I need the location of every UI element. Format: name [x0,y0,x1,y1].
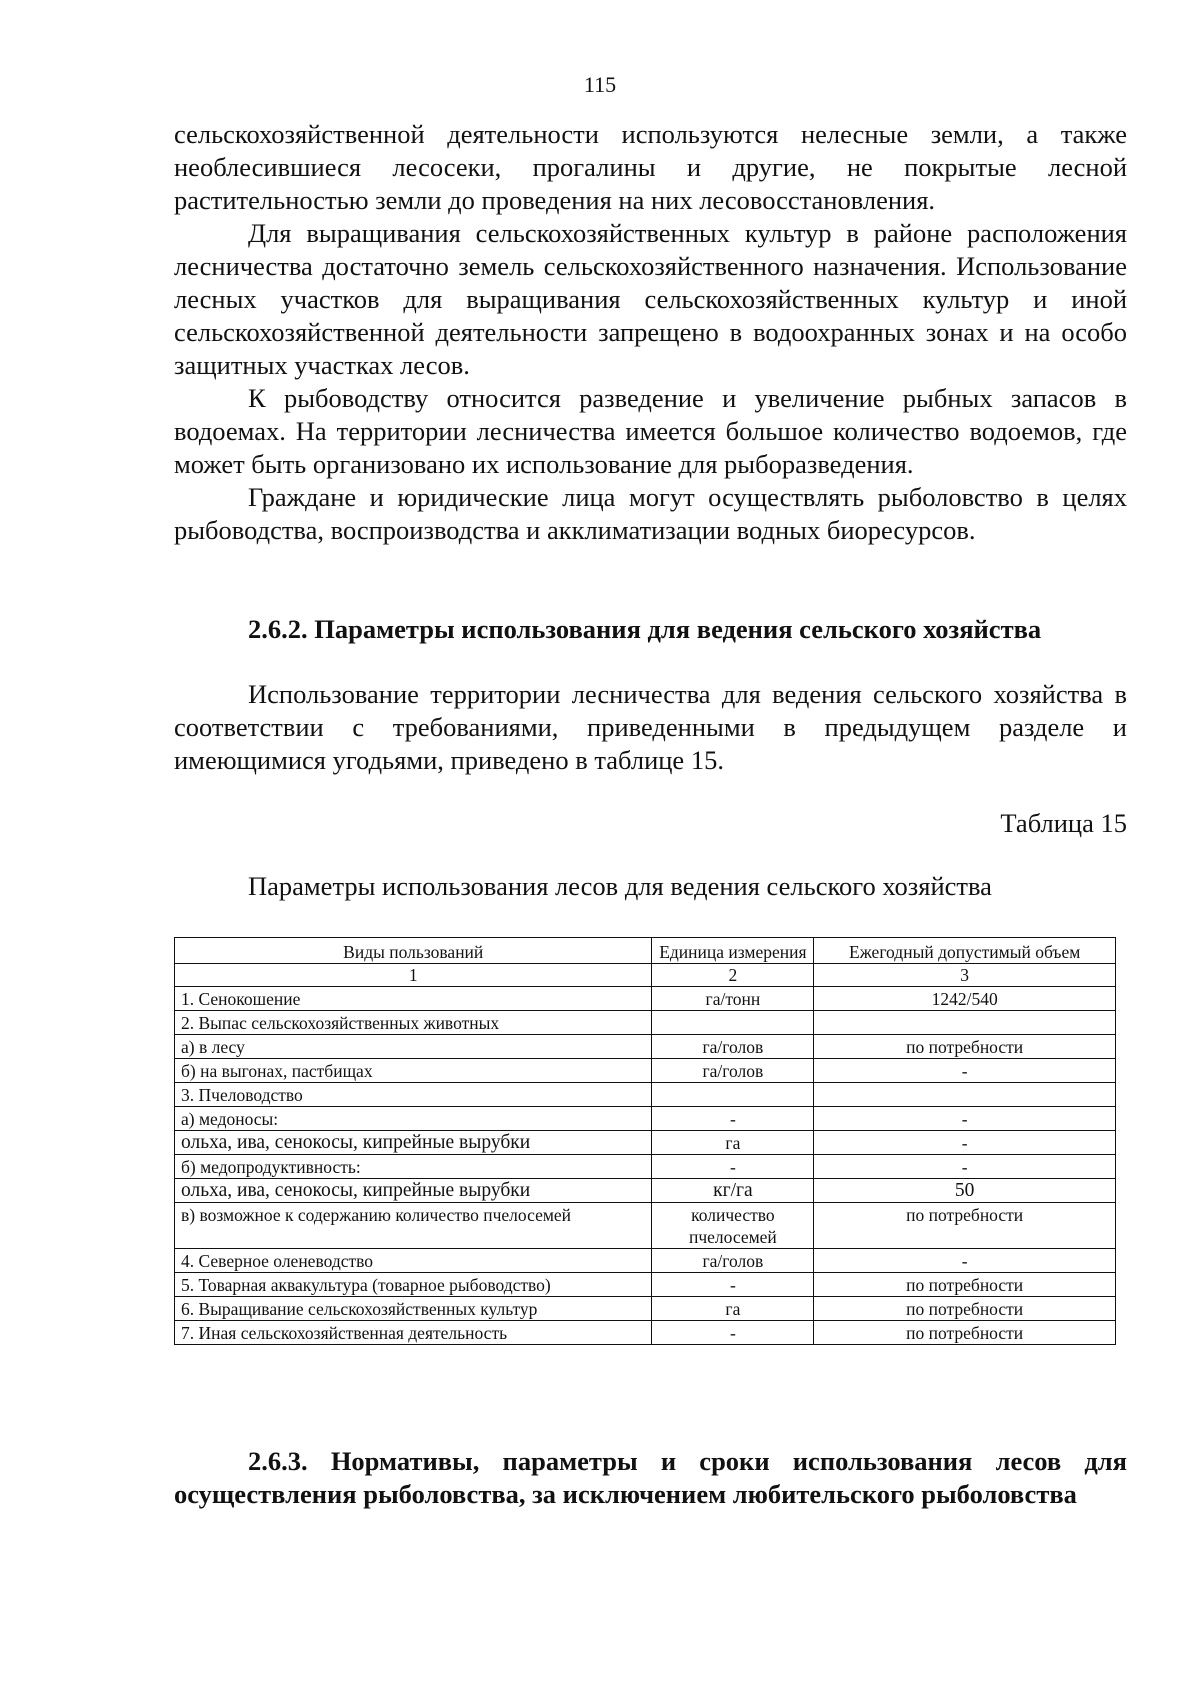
table-row [175,1179,1116,1203]
table-cell: - [652,1273,814,1297]
column-header: Виды пользований [175,938,652,964]
table-cell: - [814,1059,1116,1083]
table-row [175,1273,1116,1297]
table-cell [814,1011,1116,1035]
table-row [175,1297,1116,1321]
table-cell: - [814,1249,1116,1273]
table-cell: 1242/540 [814,987,1116,1011]
table-cell: - [652,1321,814,1345]
section-heading-2-6-3: 2.6.3. Нормативы, параметры и сроки использования лесов для осуществления рыболовства, за исключением любительского рыболовства [174,1446,1127,1509]
paragraph: К рыбоводству относится разведение и увеличение рыбных запасов в водоемах. На территории лесничества имеется большое количество водоемов, где может быть организовано их использование для рыборазведения. [174,383,1127,479]
paragraph: Использование территории лесничества для ведения сельского хозяйства в соответствии с требованиями, приведенными в предыдущем разделе и имеющимися угодьями, приведено в таблице 15. [174,679,1127,775]
table-cell: га [652,1131,814,1155]
table-cell: б) медопродуктивность: [175,1155,652,1179]
table-cell: по потребности [814,1321,1116,1345]
table-cell: - [814,1107,1116,1131]
section-heading-2-6-2: 2.6.2. Параметры использования для ведения сельского хозяйства [248,614,1042,644]
column-number: 3 [814,964,1116,987]
table-cell: 3. Пчеловодство [175,1083,652,1107]
table-cell: 5. Товарная аквакультура (товарное рыбоводство) [175,1273,652,1297]
table-cell: 7. Иная сельскохозяйственная деятельность [175,1321,652,1345]
table-label: Таблица 15 [1000,808,1127,838]
table-row [175,1203,1116,1249]
table-row [175,1107,1116,1131]
table-cell: га/тонн [652,987,814,1011]
table-cell: 4. Северное оленеводство [175,1249,652,1273]
table-row [175,1083,1116,1107]
column-number-row [175,964,1116,987]
table-row [175,1035,1116,1059]
table-cell: га/голов [652,1059,814,1083]
table-row [175,1155,1116,1179]
column-number: 2 [652,964,814,987]
table-cell: по потребности [814,1297,1116,1321]
table-cell: га [652,1297,814,1321]
table-cell: - [652,1155,814,1179]
table-cell: по потребности [814,1035,1116,1059]
column-number: 1 [175,964,652,987]
intro-text [174,118,1127,547]
table-cell: 50 [814,1179,1116,1203]
section-2-6-2-text [174,678,1127,777]
column-header: Ежегодный допустимый объем [814,938,1116,964]
page-number: 115 [583,72,617,97]
table-cell: в) возможное к содержанию количество пчелосемей [175,1203,652,1249]
table-cell: га/голов [652,1035,814,1059]
column-header: Единица измерения [652,938,814,964]
table-cell: по потребности [814,1203,1116,1249]
table-cell [652,1083,814,1107]
paragraph: Граждане и юридические лица могут осуществлять рыболовство в целях рыбоводства, воспроизводства и акклиматизации водных биоресурсов. [174,482,1127,545]
table-cell: по потребности [814,1273,1116,1297]
table-cell: га/голов [652,1249,814,1273]
table-row [175,1131,1116,1155]
table-cell: а) медоносы: [175,1107,652,1131]
table-header-row [175,938,1116,964]
parameters-table [174,937,1116,1345]
table-cell: кг/га [652,1179,814,1203]
table-cell: количество пчелосемей [652,1203,814,1249]
table-cell: б) на выгонах, пастбищах [175,1059,652,1083]
table-cell: - [814,1131,1116,1155]
table-cell [814,1083,1116,1107]
table-row [175,987,1116,1011]
table-cell: ольха, ива, сенокосы, кипрейные вырубки [175,1131,652,1155]
table-row [175,1321,1116,1345]
table-cell: 6. Выращивание сельскохозяйственных культур [175,1297,652,1321]
table-cell: - [814,1155,1116,1179]
paragraph: сельскохозяйственной деятельности используются нелесные земли, а также необлесившиеся лесосеки, прогалины и другие, не покрытые лесной растительностью земли до проведения на них лесовосстановления. [174,119,1127,215]
table-cell: 1. Сенокошение [175,987,652,1011]
paragraph: Для выращивания сельскохозяйственных культур в районе расположения лесничества достаточно земель сельскохозяйственного назначения. Использование лесных участков для выращивания сельскохозяйственных культур и иной сельскохозяйственной деятельности запрещено в водоохранных зонах и на особо защитных участках лесов. [174,218,1127,380]
table-cell: ольха, ива, сенокосы, кипрейные вырубки [175,1179,652,1203]
table-cell: 2. Выпас сельскохозяйственных животных [175,1011,652,1035]
table-caption: Параметры использования лесов для ведения сельского хозяйства [248,871,992,901]
table-cell [652,1011,814,1035]
table-row [175,1059,1116,1083]
table-row [175,1011,1116,1035]
table-cell: а) в лесу [175,1035,652,1059]
table-row [175,1249,1116,1273]
table-cell: - [652,1107,814,1131]
